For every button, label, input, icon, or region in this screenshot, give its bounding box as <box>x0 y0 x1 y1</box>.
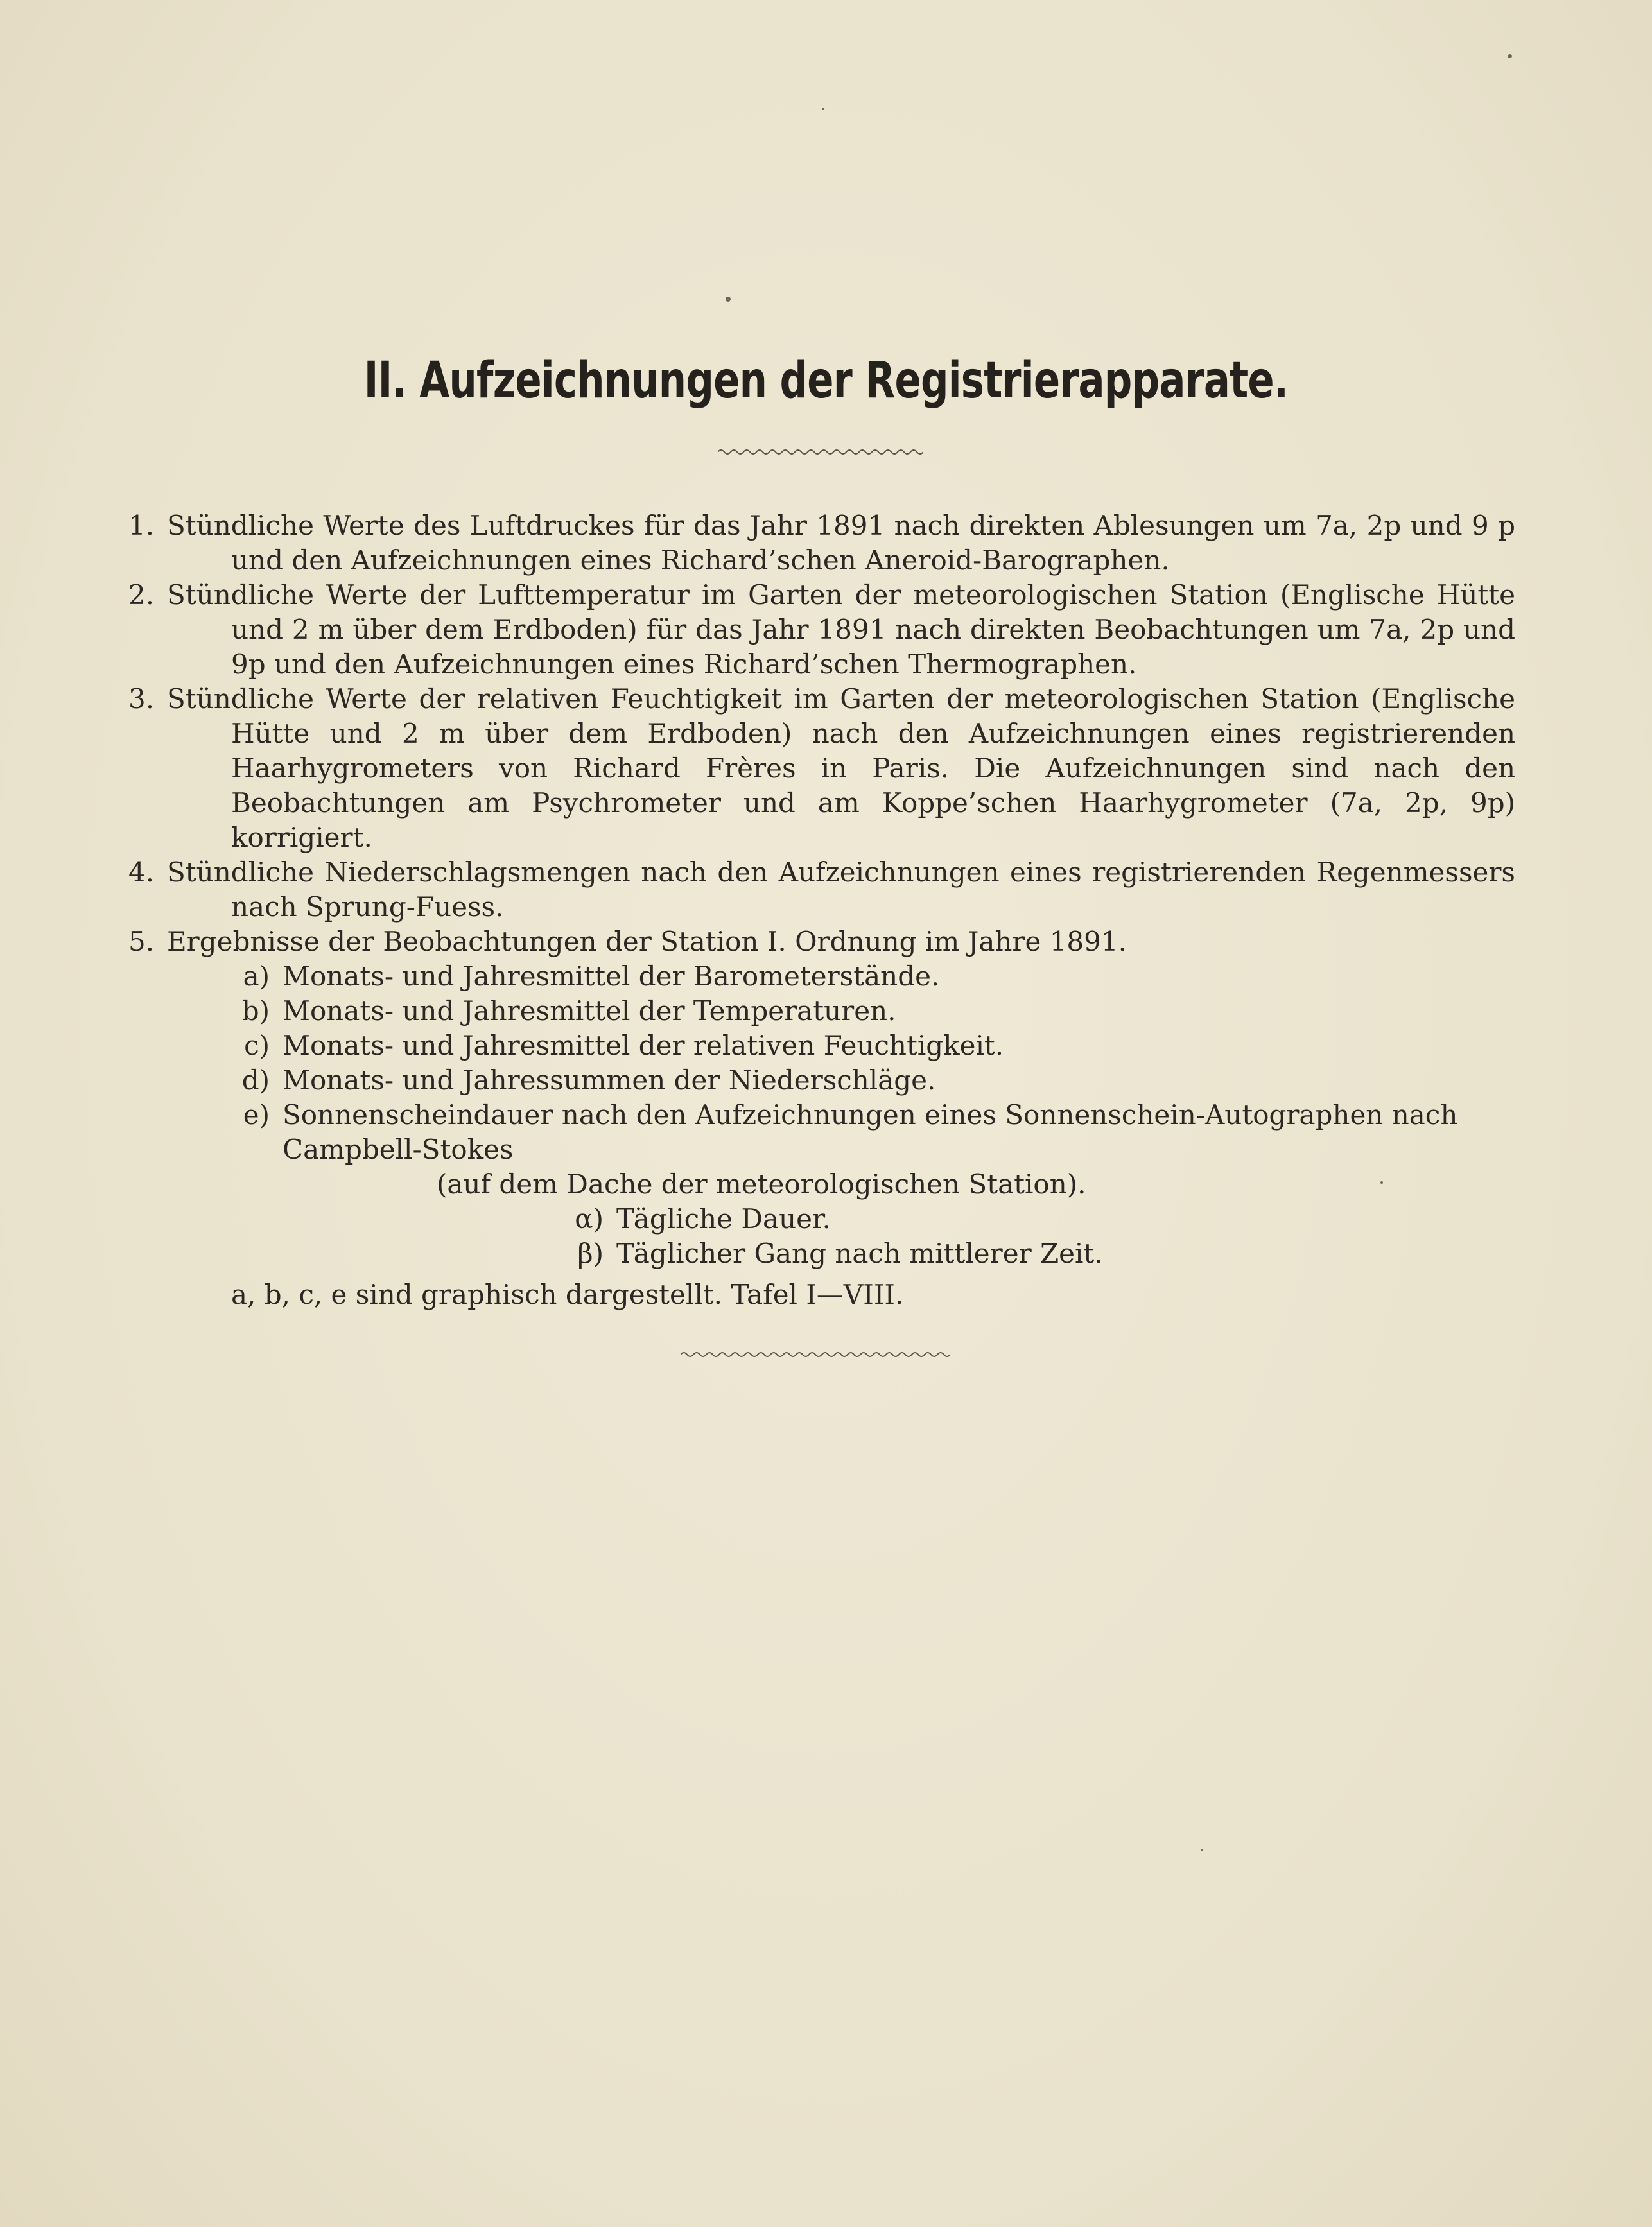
item-text: Ergebnisse der Beobachtungen der Station I. Ordnung im Jahre 1891. <box>167 926 1127 957</box>
sub-item <box>128 1028 1515 1063</box>
sub-item-text: Monats- und Jahresmittel der relativen Feuchtigkeit. <box>283 1030 1004 1061</box>
item-text: Stündliche Werte des Luftdruckes für das Jahr 1891 nach direkten Ablesungen um 7a, 2p und 9 p und den Aufzeichnungen eines Richard’schen Aneroid-Barographen. <box>167 510 1515 576</box>
item-text: Stündliche Werte der relativen Feuchtigkeit im Garten der meteorologischen Station (Englische Hütte und 2 m über dem Erdboden) nach den Aufzeichnungen eines registrierenden Haarhygrometers von Richard Frères in Paris. Die Aufzeichnungen sind nach den Beobachtungen am Psychrometer und am Koppe’schen Haarhygrometer (7a, 2p, 9p) korrigiert. <box>167 683 1515 853</box>
greek-sub-item-text: Täglicher Gang nach mittlerer Zeit. <box>616 1238 1103 1269</box>
sub-item <box>128 1098 1515 1167</box>
item-text: Stündliche Niederschlagsmengen nach den Aufzeichnungen eines registrierenden Regenmessers nach Sprung-Fuess. <box>167 856 1515 923</box>
page-title: II. Aufzeichnungen der Registrierapparate. <box>363 352 1289 410</box>
paper-speck <box>726 297 731 302</box>
sub-item-label: a) <box>243 960 270 992</box>
greek-sub-item <box>128 1202 1515 1236</box>
paper-speck <box>1201 1849 1203 1851</box>
list-item <box>128 508 1515 578</box>
closing-ornament <box>681 1347 950 1362</box>
sub-item-text: Monats- und Jahressummen der Niederschläge. <box>283 1064 936 1096</box>
sub-item <box>128 1063 1515 1098</box>
item-number: 2. <box>128 579 155 611</box>
sub-item <box>128 994 1515 1028</box>
sub-item-text: Sonnenscheindauer nach den Aufzeichnungen eines Sonnenschein-Autographen nach Campbell-Stokes <box>283 1099 1458 1165</box>
item-number: 3. <box>128 683 155 715</box>
greek-sub-item-label: α) <box>575 1203 604 1235</box>
item-number: 5. <box>128 926 155 957</box>
greek-sub-item-text: Tägliche Dauer. <box>616 1203 831 1235</box>
paper-speck <box>822 108 824 110</box>
contents-list <box>128 508 1515 1312</box>
sub-item-label: b) <box>241 995 270 1027</box>
sub-item-label: d) <box>241 1064 270 1096</box>
item-number: 4. <box>128 856 155 888</box>
list-item <box>128 855 1515 924</box>
list-item <box>128 682 1515 855</box>
list-item <box>128 578 1515 682</box>
paper-speck <box>1508 54 1512 58</box>
sub-item-label: e) <box>243 1099 270 1131</box>
sub-item-text: Monats- und Jahresmittel der Temperaturen. <box>283 995 896 1027</box>
list-item <box>128 924 1515 959</box>
item-number: 1. <box>128 510 155 541</box>
greek-sub-item <box>128 1236 1515 1271</box>
greek-sub-item-label: β) <box>577 1238 604 1269</box>
sub-item <box>128 959 1515 994</box>
sub-item-text: Monats- und Jahresmittel der Barometerstände. <box>283 960 940 992</box>
item-text: Stündliche Werte der Lufttemperatur im Garten der meteorologischen Station (Englische Hütte und 2 m über dem Erdboden) für das Jahr 1891 nach direkten Beobachtungen um 7a, 2p und 9p und den Aufzeichnungen eines Richard’schen Thermographen. <box>167 579 1515 680</box>
sub-item-label: c) <box>244 1030 270 1061</box>
title-ornament <box>718 444 923 460</box>
sub-item-continuation: (auf dem Dache der meteorologischen Station). <box>437 1168 1086 1200</box>
graphics-note: a, b, c, e sind graphisch dargestellt. Tafel I—VIII. <box>231 1279 904 1310</box>
